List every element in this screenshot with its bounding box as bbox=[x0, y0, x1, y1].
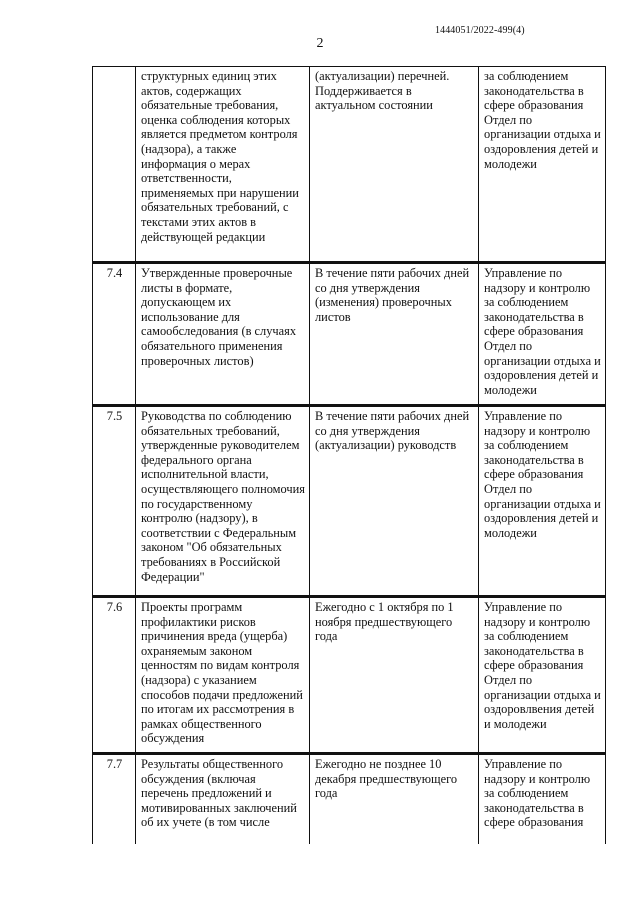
term-cell: Ежегодно не позднее 10 декабря предшествующего года bbox=[310, 754, 479, 844]
row-number: 7.7 bbox=[93, 754, 136, 844]
term-cell: (актуализации) перечней. Поддерживается в актуальном состоянии bbox=[310, 67, 479, 263]
document-registration-number: 1444051/2022-499(4) bbox=[435, 25, 525, 36]
table-row bbox=[93, 406, 606, 597]
responsible-cell: Управление по надзору и контролю за соблюдением законодательства в сфере образования Отдел по организации отдыха и оздоровлвения детей и молодежи bbox=[479, 597, 606, 754]
table-row bbox=[93, 263, 606, 406]
responsible-cell: Управление по надзору и контролю за соблюдением законодательства в сфере образования Отдел по организации отдыха и оздоровления детей и молодежи bbox=[479, 406, 606, 597]
subject-cell: Проекты программ профилактики рисков причинения вреда (ущерба) охраняемым законом ценностям по видам контроля (надзора) с указанием способов подачи предложений по итогам их рассмотрения в рамках общественного обсуждения bbox=[136, 597, 310, 754]
page-number: 2 bbox=[316, 36, 324, 51]
term-cell: В течение пяти рабочих дней со дня утверждения (изменения) проверочных листов bbox=[310, 263, 479, 406]
information-table bbox=[92, 66, 606, 844]
row-number: 7.6 bbox=[93, 597, 136, 754]
responsible-cell: за соблюдением законодательства в сфере образования Отдел по организации отдыха и оздоровления детей и молодежи bbox=[479, 67, 606, 263]
term-cell: В течение пяти рабочих дней со дня утверждения (актуализации) руководств bbox=[310, 406, 479, 597]
subject-cell: Руководства по соблюдению обязательных требований, утвержденные руководителем федерального органа исполнительной власти, осуществляющего полномочия по государственному контролю (надзору), в соответствии с Федеральным законом "Об обязательных требованиях в Российской Федерации" bbox=[136, 406, 310, 597]
subject-cell: Результаты общественного обсуждения (включая перечень предложений и мотивированных заключений об их учете (в том числе bbox=[136, 754, 310, 844]
responsible-cell: Управление по надзору и контролю за соблюдением законодательства в сфере образования bbox=[479, 754, 606, 844]
table-row bbox=[93, 67, 606, 263]
table-row bbox=[93, 754, 606, 844]
table-row bbox=[93, 597, 606, 754]
subject-cell: структурных единиц этих актов, содержащих обязательные требования, оценка соблюдения которых является предметом контроля (надзора), а также информация о мерах ответственности, применяемых при нарушении обязательных требований, с текстами этих актов в действующей редакции bbox=[136, 67, 310, 263]
term-cell: Ежегодно с 1 октября по 1 ноября предшествующего года bbox=[310, 597, 479, 754]
subject-cell: Утвержденные проверочные листы в формате, допускающем их использование для самообследования (в случаях обязательного применения проверочных листов) bbox=[136, 263, 310, 406]
responsible-cell: Управление по надзору и контролю за соблюдением законодательства в сфере образования Отдел по организации отдыха и оздоровления детей и молодежи bbox=[479, 263, 606, 406]
row-number bbox=[93, 67, 136, 263]
row-number: 7.5 bbox=[93, 406, 136, 597]
row-number: 7.4 bbox=[93, 263, 136, 406]
